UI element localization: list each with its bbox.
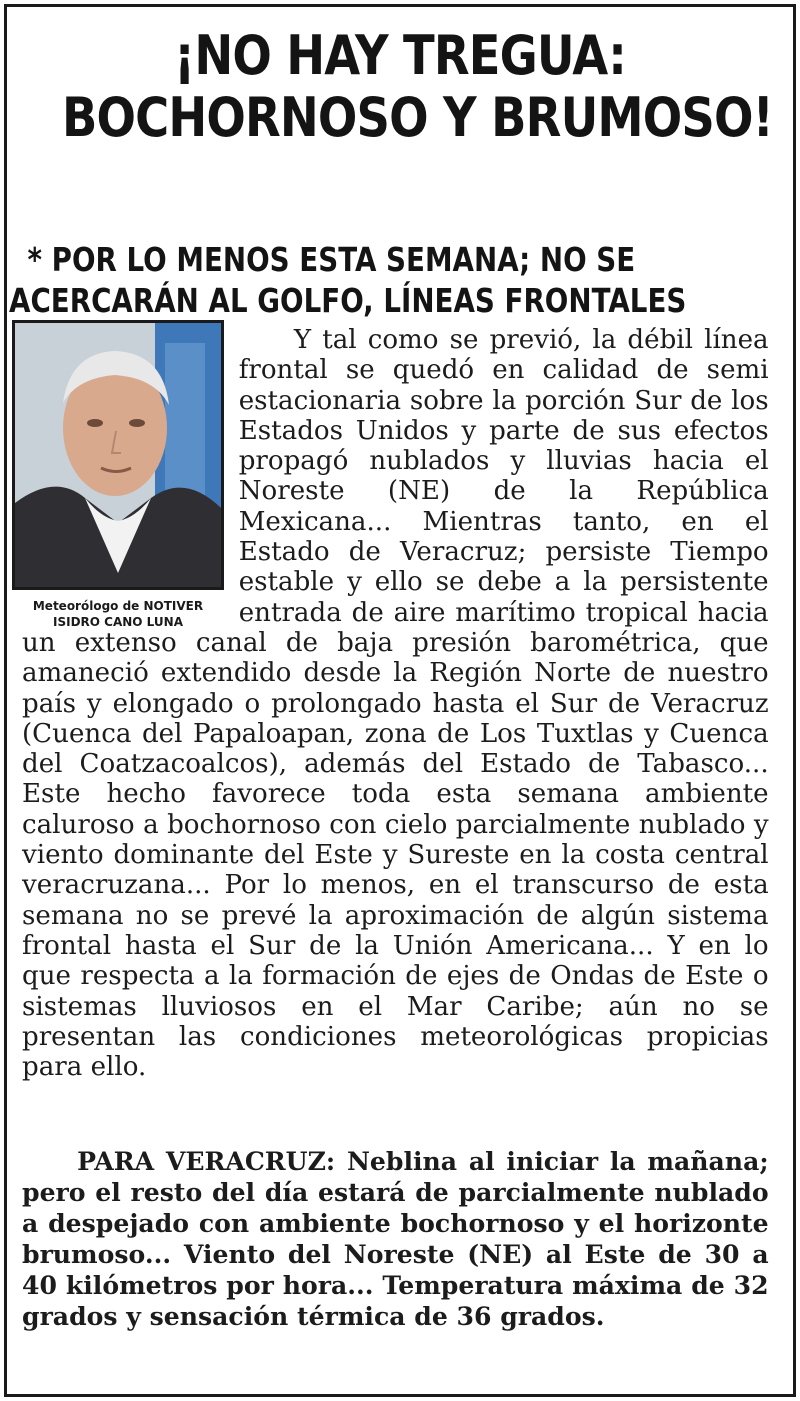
body-paragraph: Y tal como se previó, la débil línea frontal se quedó en calidad de semi estacionaria sobre la porción Sur de los Estados Unidos y parte de sus efectos propagó nublados y lluvias hacia el Noreste (NE) de la República Mexicana... Mientras tanto, en el Estado de Veracruz; persiste Tiempo estable y ello se debe a la persistente entrada de aire marítimo tropical hacia un extenso canal de baja presión barométrica, que amaneció extendido desde la Región Norte de nuestro país y elongado o prolongado hasta el Sur de Veracruz (Cuenca del Papaloapan, zona de Los Tuxtlas y Cuenca del Coatzacoalcos), además del Estado de Tabasco... Este hecho favorece toda esta semana ambiente caluroso a bochornoso con cielo parcialmente nublado y viento dominante del Este y Sureste en la costa central veracruzana... Por lo menos, en el transcurso de esta semana no se prevé la aproximación de algún sistema frontal hasta el Sur de la Unión Americana... Y en lo que respecta a la formación de ejes de Ondas de Este o sistemas lluviosos en el Mar Caribe; aún no se presentan las condiciones meteorológicas propicias para ello.	[22, 324, 769, 1083]
subheadline-line-1: * POR LO MENOS ESTA SEMANA; NO SE	[27, 240, 636, 280]
author-photo-block	[12, 320, 224, 630]
headline	[62, 24, 773, 149]
caption-line-2: ISIDRO CANO LUNA	[53, 615, 183, 629]
headline-line-1: ¡NO HAY TREGUA:	[174, 24, 626, 87]
forecast-text: PARA VERACRUZ: Neblina al iniciar la mañana; pero el resto del día estará de parcialmente nublado a despejado con ambiente bochornoso y el horizonte brumoso... Viento del Noreste (NE) al Este de 30 a 40 kilómetros por hora... Temperatura máxima de 32 grados y sensación térmica de 36 grados.	[22, 1147, 769, 1332]
photo-caption	[12, 598, 224, 630]
portrait-photo-icon	[12, 320, 224, 590]
subheadline-line-2: ACERCARÁN AL GOLFO, LÍNEAS FRONTALES	[9, 281, 687, 321]
article-frame	[4, 4, 796, 1397]
headline-line-2: BOCHORNOSO Y BRUMOSO!	[62, 86, 773, 149]
subheadline	[9, 239, 687, 321]
forecast-paragraph	[22, 1147, 769, 1333]
caption-line-1: Meteorólogo de NOTIVER	[32, 599, 204, 613]
